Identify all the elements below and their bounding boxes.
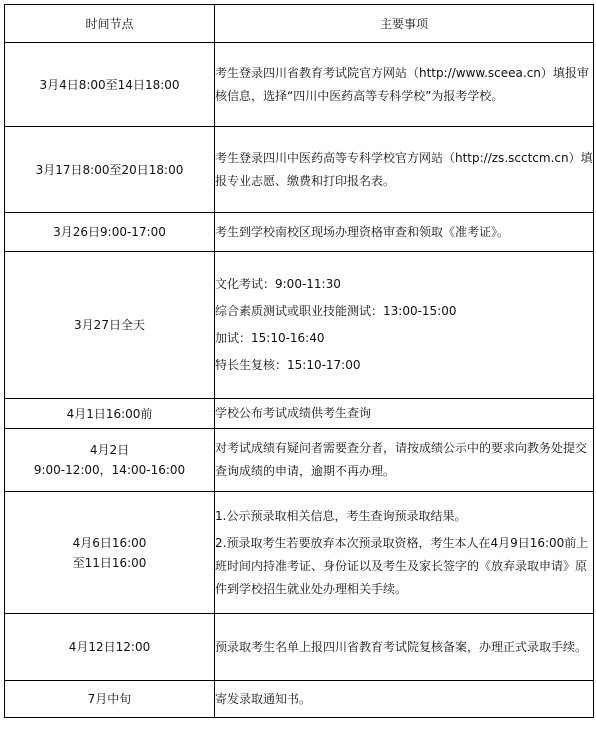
time-text: 4月1日16:00前 bbox=[66, 406, 153, 421]
time-text: 7月中旬 bbox=[87, 692, 132, 706]
event-text: 文化考试：9:00-11:30 bbox=[215, 277, 341, 291]
time-cell bbox=[5, 681, 215, 718]
column-header-time: 时间节点 bbox=[5, 5, 215, 43]
event-text: 综合素质测试或职业技能测试：13:00-15:00 bbox=[215, 304, 457, 318]
event-cell bbox=[215, 399, 594, 429]
column-header-event: 主要事项 bbox=[215, 5, 594, 43]
event-cell bbox=[215, 681, 594, 718]
table-header-row bbox=[5, 5, 594, 43]
table-row bbox=[5, 614, 594, 681]
time-text: 3月17日8:00至20日18:00 bbox=[35, 162, 184, 177]
event-cell bbox=[215, 429, 594, 492]
time-cell bbox=[5, 43, 215, 127]
event-text: 考生登录四川省教育考试院官方网站（http://www.sceea.cn）填报审核信息，选择“四川中医药高等专科学校”为报考学校。 bbox=[215, 65, 589, 103]
event-text: 1.公示预录取相关信息，考生查询预录取结果。 bbox=[215, 508, 467, 523]
event-text: 特长生复核：15:10-17:00 bbox=[215, 358, 361, 372]
event-text: 学校公布考试成绩供考生查询 bbox=[215, 406, 372, 420]
time-cell bbox=[5, 492, 215, 614]
event-text: 考生登录四川中医药高等专科学校官方网站（http://zs.scctcm.cn）填报专业志愿、缴费和打印报名表。 bbox=[215, 150, 593, 188]
time-text: 3月26日9:00-17:00 bbox=[53, 225, 166, 239]
time-text: 4月6日16:00 bbox=[72, 535, 147, 550]
event-text: 加试：15:10-16:40 bbox=[215, 331, 325, 345]
table-row bbox=[5, 429, 594, 492]
event-cell bbox=[215, 614, 594, 681]
time-text: 4月12日12:00 bbox=[68, 640, 151, 654]
event-cell bbox=[215, 252, 594, 399]
event-text: 预录取考生名单上报四川省教育考试院复核备案，办理正式录取手续。 bbox=[215, 639, 588, 654]
time-cell bbox=[5, 614, 215, 681]
event-text: 对考试成绩有疑问者需要查分者，请按成绩公示中的要求向教务处提交查询成绩的申请，逾期不再办理。 bbox=[215, 441, 588, 478]
table-row bbox=[5, 43, 594, 127]
table-row bbox=[5, 213, 594, 252]
table-row bbox=[5, 681, 594, 718]
time-text: 9:00-12:00，14:00-16:00 bbox=[33, 463, 186, 477]
time-cell bbox=[5, 399, 215, 429]
event-text: 寄发录取通知书。 bbox=[215, 691, 312, 706]
event-text: 考生到学校南校区现场办理资格审查和领取《准考证》。 bbox=[215, 224, 510, 239]
time-cell bbox=[5, 429, 215, 492]
event-text: 2.预录取考生若要放弃本次预录取资格，考生本人在4月9日16:00前上班时间内持准考证、身份证以及考生及家长签字的《放弃录取申请》原件到学校招生就业处办理相关手续。 bbox=[215, 535, 589, 596]
table-row bbox=[5, 252, 594, 399]
table-row bbox=[5, 492, 594, 614]
event-cell bbox=[215, 43, 594, 127]
table-row bbox=[5, 127, 594, 213]
time-cell bbox=[5, 213, 215, 252]
schedule-table bbox=[4, 4, 594, 718]
event-cell bbox=[215, 213, 594, 252]
time-text: 至11日16:00 bbox=[72, 555, 147, 570]
table-row bbox=[5, 399, 594, 429]
event-cell bbox=[215, 492, 594, 614]
time-text: 4月2日 bbox=[89, 443, 130, 457]
time-cell bbox=[5, 127, 215, 213]
event-cell bbox=[215, 127, 594, 213]
time-text: 3月4日8:00至14日18:00 bbox=[39, 77, 180, 92]
time-cell bbox=[5, 252, 215, 399]
time-text: 3月27日全天 bbox=[74, 318, 145, 332]
